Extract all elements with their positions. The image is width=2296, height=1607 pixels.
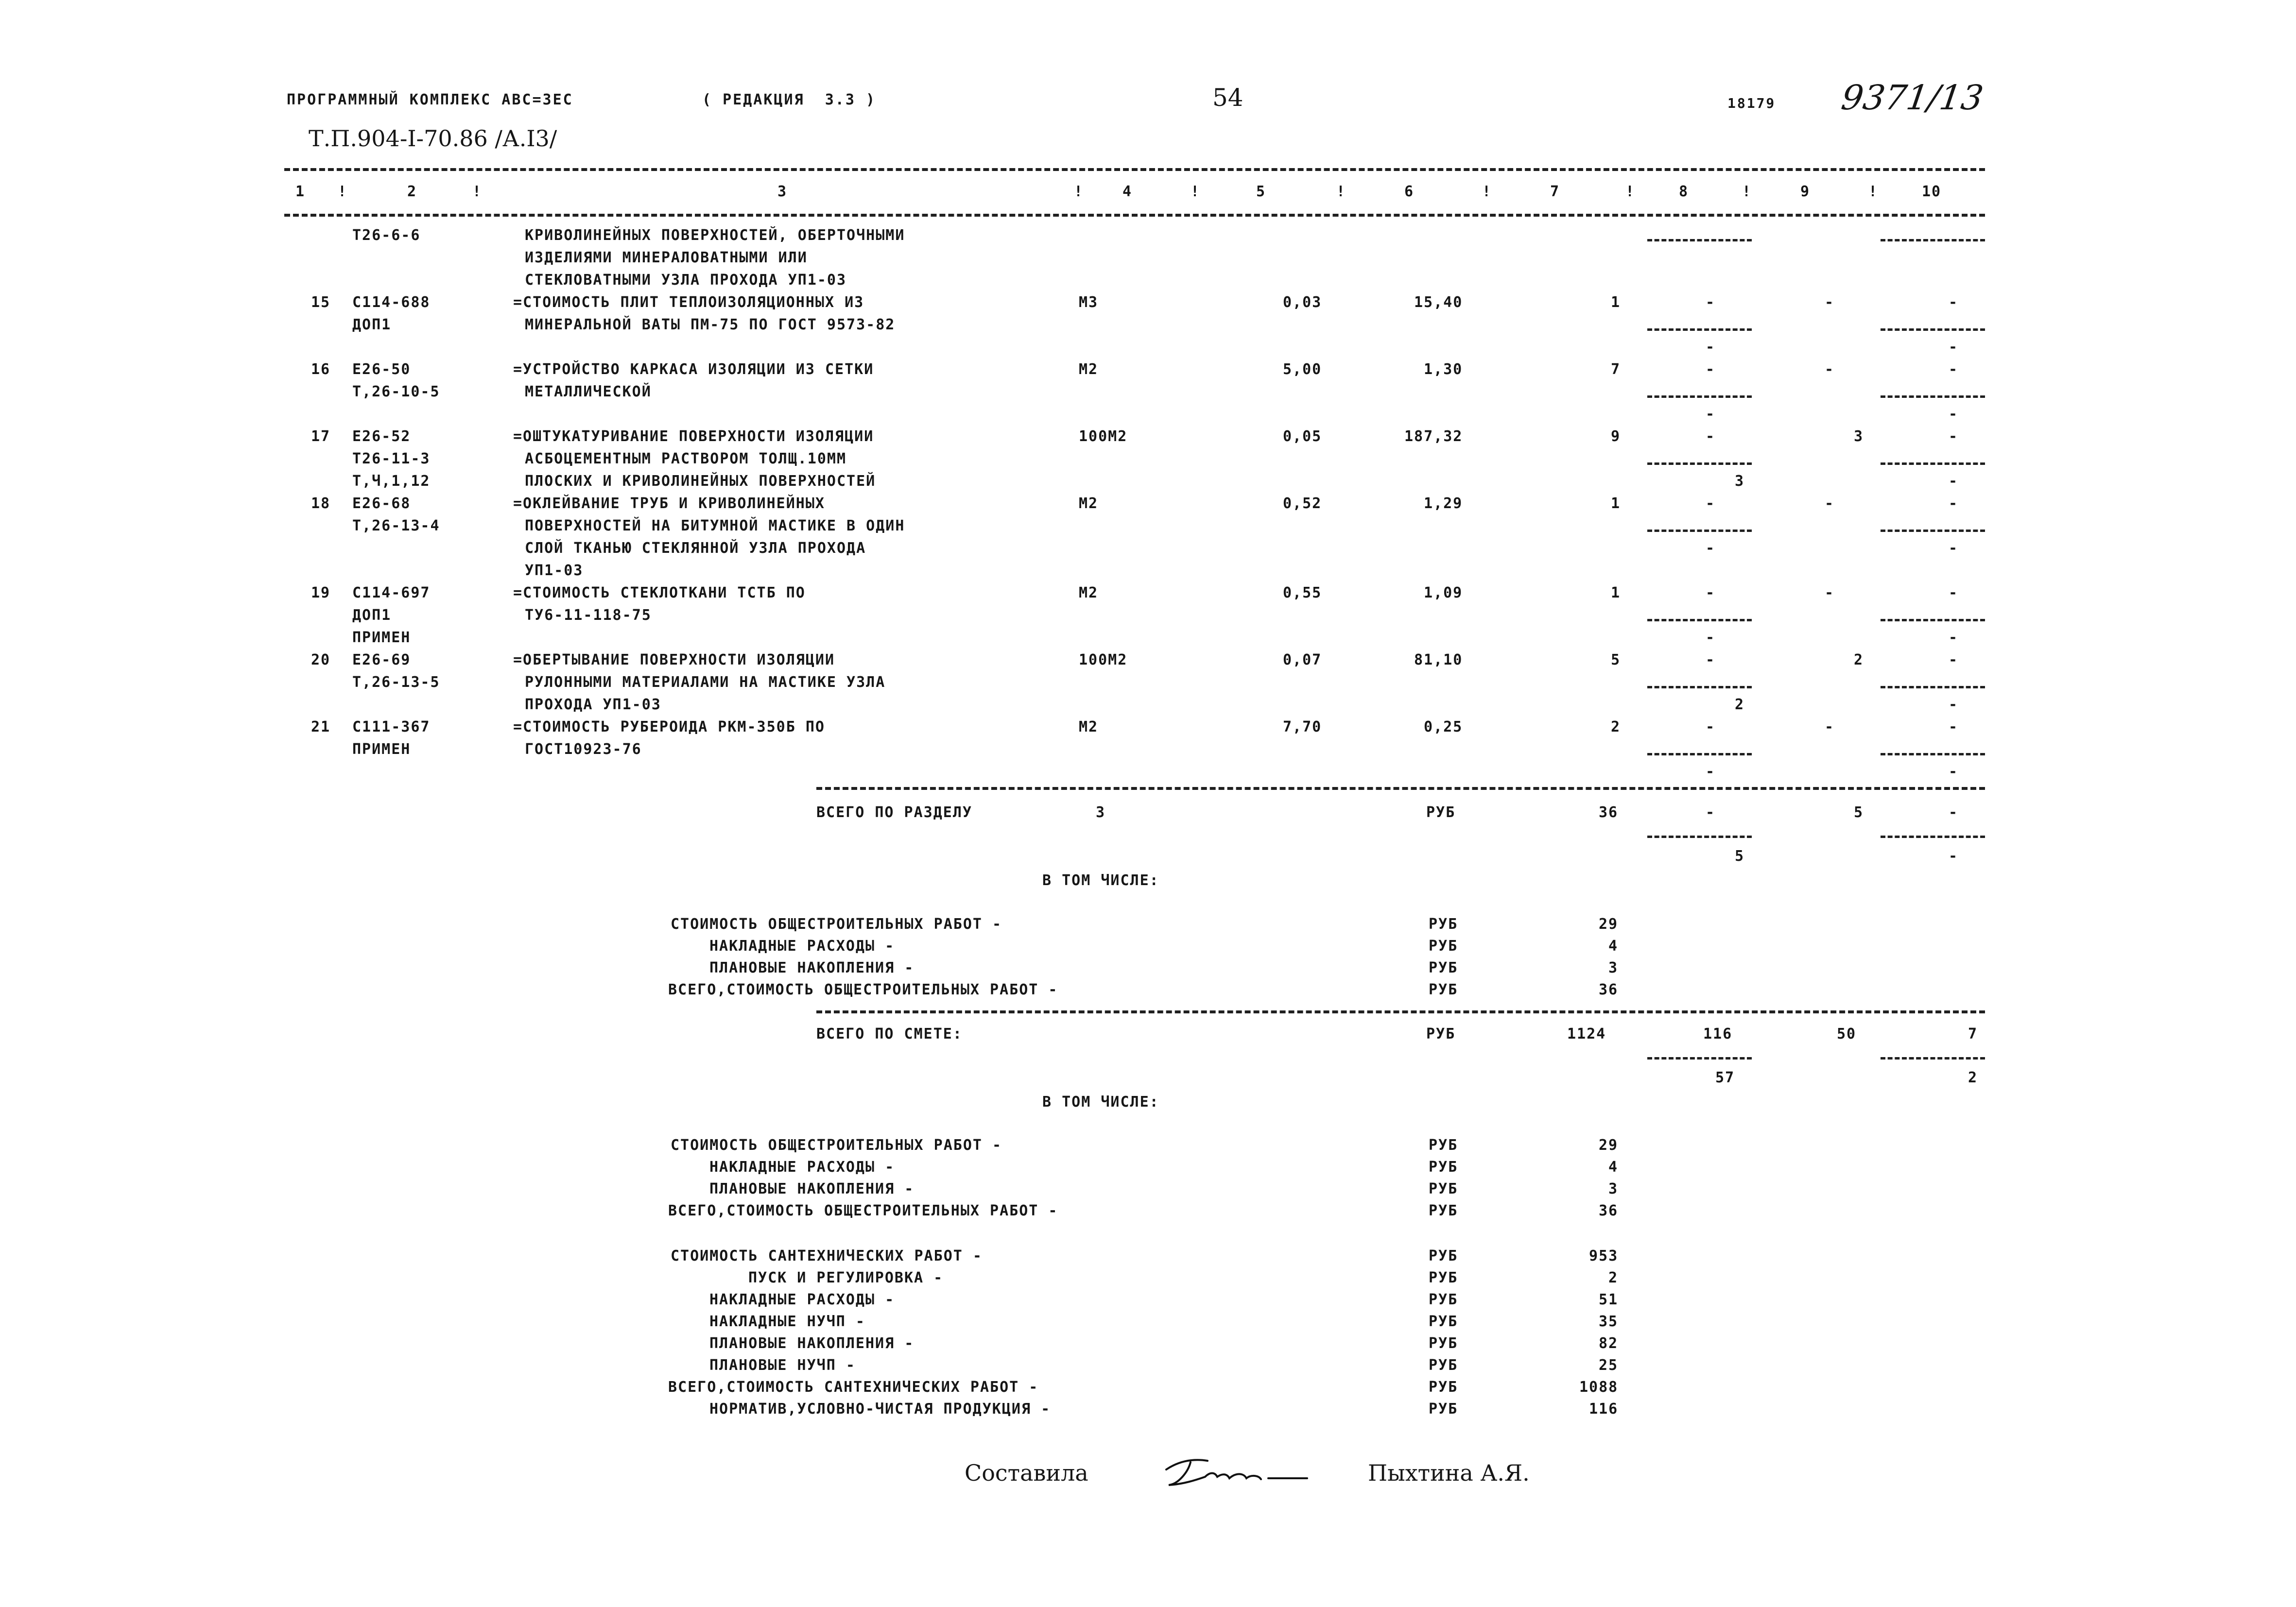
column-header: 7 — [1550, 183, 1560, 200]
including-label: В ТОМ ЧИСЛЕ: — [1042, 1094, 1159, 1111]
subtotal-rule — [1881, 686, 1985, 688]
subtotal-rule — [1647, 686, 1752, 688]
page-number: 54 — [1212, 84, 1243, 112]
column-header: 5 — [1256, 183, 1266, 200]
table-top-rule — [284, 168, 1985, 171]
column-header: 9 — [1800, 183, 1811, 200]
subtotal-rule — [1881, 328, 1985, 331]
edition-label: ( РЕДАКЦИЯ 3.3 ) — [702, 91, 877, 108]
signature-icon — [1161, 1450, 1322, 1494]
table-header-rule — [284, 214, 1985, 217]
subtotal-rule — [1881, 462, 1985, 465]
subtotal-rule — [1647, 619, 1752, 621]
subtotal-rule — [1881, 619, 1985, 621]
doc-reference: Т.П.904-I-70.86 /А.I3/ — [309, 125, 557, 152]
column-header: 4 — [1122, 183, 1133, 200]
compiler-name: Пыхтина А.Я. — [1368, 1460, 1530, 1486]
program-title: ПРОГРАММНЫЙ КОМПЛЕКС АВС=3ЕС — [287, 91, 573, 108]
column-header: 1 — [295, 183, 306, 200]
column-header: 6 — [1404, 183, 1415, 200]
including-label: В ТОМ ЧИСЛЕ: — [1042, 872, 1159, 889]
subtotal-rule — [1647, 239, 1752, 241]
subtotal-rule — [1647, 395, 1752, 398]
subtotal-rule — [1881, 395, 1985, 398]
section-total-label: ВСЕГО ПО РАЗДЕЛУ — [816, 804, 972, 821]
subtotal-rule — [1647, 462, 1752, 465]
compiled-by-label: Составила — [965, 1460, 1088, 1486]
handwritten-reference: 9371/13 — [1839, 78, 1986, 118]
section-total-rule — [816, 787, 1985, 790]
column-header: 3 — [777, 183, 788, 200]
subtotal-rule — [1647, 328, 1752, 331]
column-header: 8 — [1679, 183, 1689, 200]
estimate-total-rule — [816, 1010, 1985, 1013]
document-code: 18179 — [1727, 95, 1776, 111]
subtotal-rule — [1881, 530, 1985, 532]
subtotal-rule — [1647, 753, 1752, 755]
column-header: 10 — [1922, 183, 1942, 200]
column-header: 2 — [407, 183, 417, 200]
estimate-total-label: ВСЕГО ПО СМЕТЕ: — [816, 1026, 963, 1043]
subtotal-rule — [1881, 753, 1985, 755]
subtotal-rule — [1647, 530, 1752, 532]
subtotal-rule — [1881, 239, 1985, 241]
column-header-row: 1 ! 2 ! 3 ! 4 ! 5 ! 6 ! 7 ! 8 ! 9 ! 10 — [0, 181, 2296, 203]
